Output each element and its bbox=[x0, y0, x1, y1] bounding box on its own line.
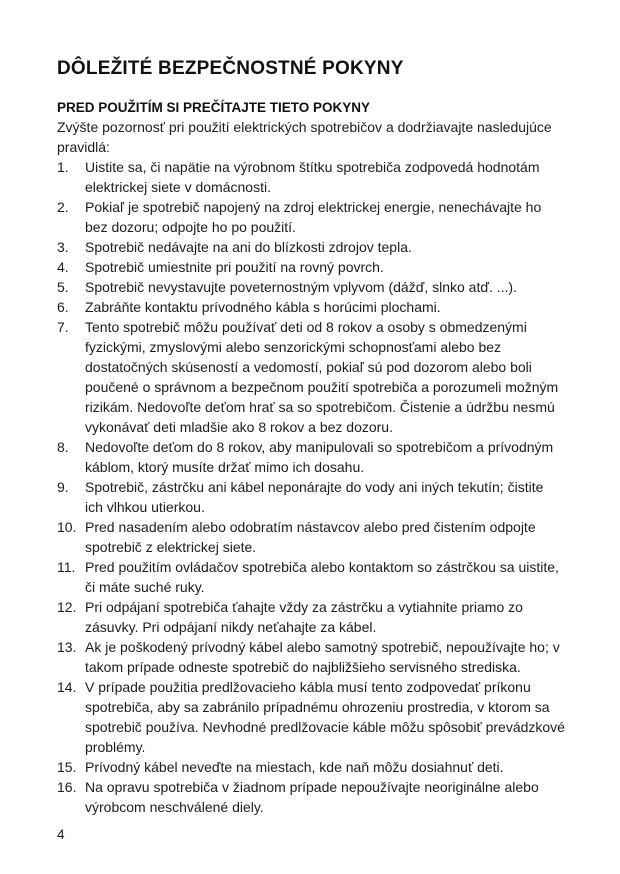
list-item-text: V prípade použitia predlžovacieho kábla musí tento zodpovedať príkonu spotrebiča, aby sa zabránilo prípadnému ohrozeniu prostredia, v ktorom sa spotrebič používa. Nevhodné predlžovacie káble môžu spôsobiť prevádzkové problémy. bbox=[85, 679, 565, 755]
list-item-text: Tento spotrebič môžu používať deti od 8 rokov a osoby s obmedzenými fyzickými, zmyslovými alebo senzorickými schopnosťami alebo bez dostatočných skúseností a vedomostí, pokiaľ sú pod dozorom alebo boli poučené o správnom a bezpečnom použití spotrebiča a porozumeli možným rizikám. Nedovoľte deťom hrať sa so spotrebičom. Čistenie a údržbu nesmú vykonávať deti mladšie ako 8 rokov a bez dozoru. bbox=[85, 319, 559, 435]
list-item-number: 15. bbox=[57, 759, 77, 775]
list-item bbox=[57, 777, 565, 817]
list-item bbox=[57, 637, 565, 677]
list-item-number: 5. bbox=[57, 279, 69, 295]
list-item-number: 16. bbox=[57, 779, 77, 795]
list-item bbox=[57, 557, 565, 597]
list-item-text: Spotrebič umiestnite pri použití na rovný povrch. bbox=[85, 259, 384, 275]
list-item-text: Pri odpájaní spotrebiča ťahajte vždy za zástrčku a vytiahnite priamo zo zásuvky. Pri odpájaní nikdy neťahajte za kábel. bbox=[85, 599, 523, 635]
list-item-number: 13. bbox=[57, 639, 77, 655]
list-item-text: Pred nasadením alebo odobratím nástavcov alebo pred čistením odpojte spotrebič z elektrickej siete. bbox=[85, 519, 536, 555]
page-title: DÔLEŽITÉ BEZPEČNOSTNÉ POKYNY bbox=[57, 58, 404, 79]
intro-paragraph: Zvýšte pozornosť pri použití elektrických spotrebičov a dodržiavajte nasledujúce pravidlá: bbox=[57, 119, 552, 155]
list-item-number: 3. bbox=[57, 239, 69, 255]
list-item bbox=[57, 257, 565, 277]
list-item bbox=[57, 597, 565, 637]
list-item-text: Pokiaľ je spotrebič napojený na zdroj elektrickej energie, nenechávajte ho bez dozoru; odpojte ho po použití. bbox=[85, 199, 542, 235]
list-item-text: Pred použitím ovládačov spotrebiča alebo kontaktom so zástrčkou sa uistite, či máte suché ruky. bbox=[85, 559, 559, 595]
list-item-number: 4. bbox=[57, 259, 69, 275]
section-heading: PRED POUŽITÍM SI PREČÍTAJTE TIETO POKYNY bbox=[57, 100, 371, 115]
list-item-text: Nedovoľte deťom do 8 rokov, aby manipulovali so spotrebičom a prívodným káblom, ktorý musíte držať mimo ich dosahu. bbox=[85, 439, 554, 475]
list-item bbox=[57, 277, 565, 297]
list-item bbox=[57, 197, 565, 237]
list-item-number: 1. bbox=[57, 159, 69, 175]
list-item-text: Prívodný kábel neveďte na miestach, kde naň môžu dosiahnuť deti. bbox=[85, 759, 504, 775]
list-item-number: 14. bbox=[57, 679, 77, 695]
list-item-number: 8. bbox=[57, 439, 69, 455]
list-item bbox=[57, 517, 565, 557]
list-item-text: Spotrebič nedávajte na ani do blízkosti zdrojov tepla. bbox=[85, 239, 412, 255]
list-item bbox=[57, 237, 565, 257]
list-item-text: Spotrebič nevystavujte poveternostným vplyvom (dážď, slnko atď. ...). bbox=[85, 279, 517, 295]
list-item-number: 7. bbox=[57, 319, 69, 335]
list-item bbox=[57, 157, 565, 197]
list-item-number: 2. bbox=[57, 199, 69, 215]
list-item-number: 12. bbox=[57, 599, 77, 615]
list-item bbox=[57, 437, 565, 477]
list-item bbox=[57, 317, 565, 437]
list-item-number: 6. bbox=[57, 299, 69, 315]
list-item bbox=[57, 677, 565, 757]
list-item-number: 10. bbox=[57, 519, 77, 535]
list-item-text: Ak je poškodený prívodný kábel alebo samotný spotrebič, nepoužívajte ho; v takom prípade odneste spotrebič do najbližšieho servisného strediska. bbox=[85, 639, 560, 675]
list-item bbox=[57, 477, 565, 517]
list-item-text: Na opravu spotrebiča v žiadnom prípade nepoužívajte neoriginálne alebo výrobcom neschválené diely. bbox=[85, 779, 539, 815]
list-item-text: Spotrebič, zástrčku ani kábel neponárajte do vody ani iných tekutín; čistite ich vlhkou utierkou. bbox=[85, 479, 544, 515]
list-item-text: Zabráňte kontaktu prívodného kábla s horúcimi plochami. bbox=[85, 299, 441, 315]
list-item-number: 9. bbox=[57, 479, 69, 495]
page-number: 4 bbox=[57, 827, 65, 842]
list-item bbox=[57, 757, 565, 777]
instructions-list bbox=[57, 157, 565, 817]
list-item-number: 11. bbox=[57, 559, 76, 575]
list-item bbox=[57, 297, 565, 317]
list-item-text: Uistite sa, či napätie na výrobnom štítku spotrebiča zodpovedá hodnotám elektrickej siete v domácnosti. bbox=[85, 159, 540, 195]
